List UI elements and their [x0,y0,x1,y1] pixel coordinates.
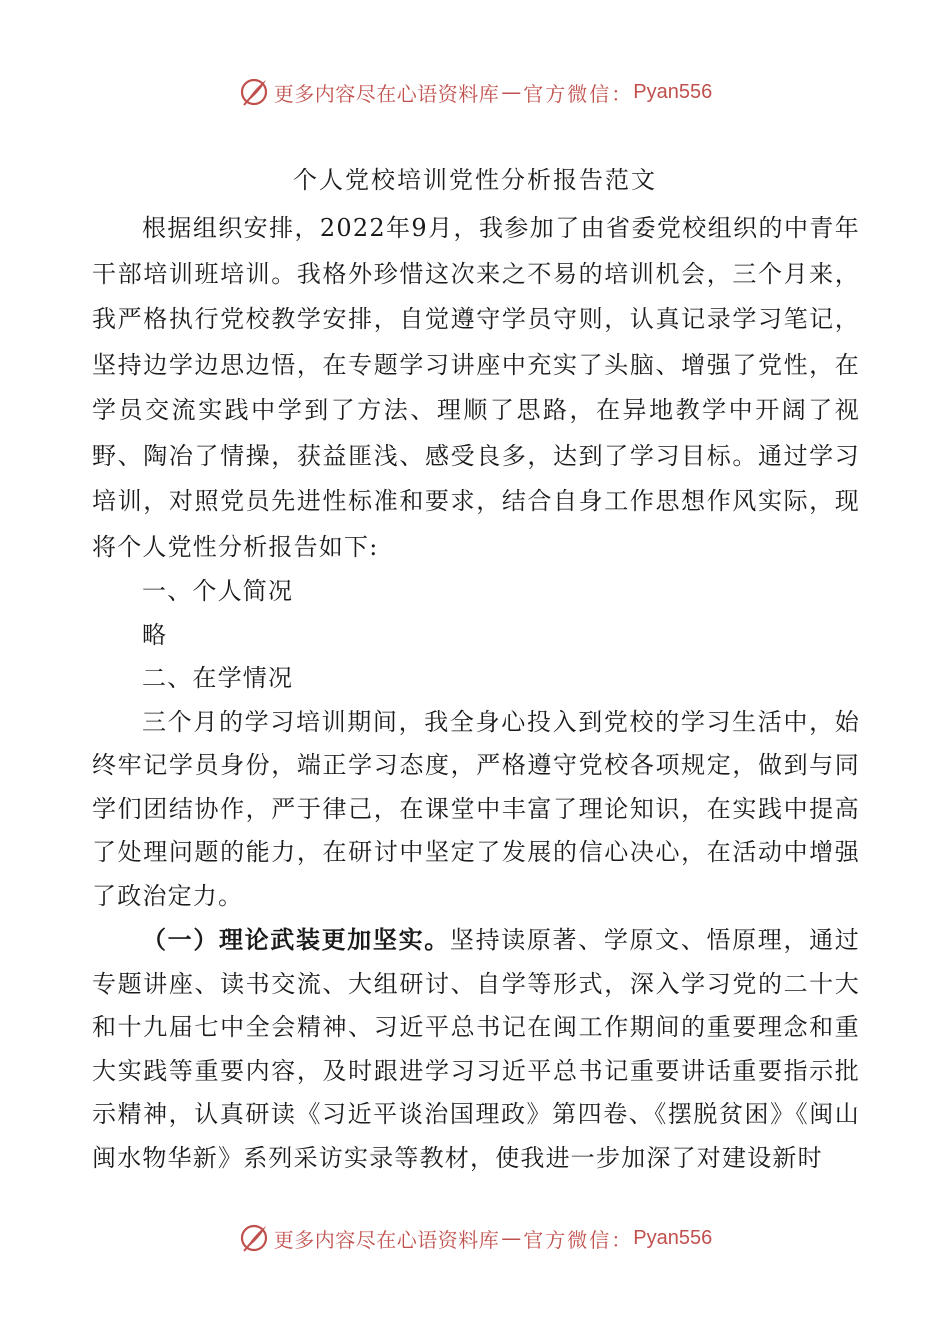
feather-pen-logo-icon [238,76,270,108]
watermark-separator: — [501,1226,522,1250]
subsection-1-body: 坚持读原著、学原文、悟原理，通过专题讲座、读书交流、大组研讨、自学等形式，深入学习党的二十大和十九届七中全会精神、习近平总书记在闽工作期间的重要理念和重大实践等重要内容，及时跟进学习习近平总书记重要讲话重要指示批示精神，认真研读《习近平谈治国理政》第四卷、《摆脱贫困》《闽山闽水物华新》系列采访实录等教材，使我进一步加深了对建设新时 [92,926,860,1172]
watermark-wechat-label: 官方微信： [523,81,634,106]
section-2-body: 三个月的学习培训期间，我全身心投入到党校的学习生活中，始终牢记学员身份，端正学习态度，严格遵守党校各项规定，做到与同学们团结协作，严于律己，在课堂中丰富了理论知识，在实践中提高了处理问题的能力，在研讨中坚定了发展的信心决心，在活动中增强了政治定力。 [92,707,860,910]
watermark-brand-text: 更多内容尽在心语资料库 [273,1227,500,1252]
watermark-footer [0,1218,950,1258]
section-1-heading: 一、个人简况 [142,577,294,605]
watermark-brand-text: 更多内容尽在心语资料库 [273,81,500,106]
watermark-wechat-id: Pyan556 [633,1226,713,1249]
watermark-wechat-label: 官方微信： [523,1227,634,1252]
watermark-separator: — [501,80,522,104]
intro-paragraph: 根据组织安排，2022年9月，我参加了由省委党校组织的中青年干部培训班培训。我格外珍惜这次来之不易的培训机会，三个月来，我严格执行党校教学安排，自觉遵守学员守则，认真记录学习笔记，坚持边学边思边悟，在专题学习讲座中充实了头脑、增强了党性，在学员交流实践中学到了方法、理顺了思路，在异地教学中开阔了视野、陶冶了情操，获益匪浅、感受良多，达到了学习目标。通过学习培训，对照党员先进性标准和要求，结合自身工作思想作风实际，现将个人党性分析报告如下: [92,214,860,561]
document-title: 个人党校培训党性分析报告范文 [293,166,657,194]
document-body [92,206,860,1180]
section-1-body: 略 [142,620,168,649]
section-2-heading: 二、在学情况 [142,664,294,692]
subsection-1-heading: （一）理论武装更加坚实。 [142,925,450,954]
feather-pen-logo-icon [238,1222,270,1254]
watermark-header [0,72,950,112]
watermark-wechat-id: Pyan556 [633,80,713,103]
subsection-1-paragraph [92,918,860,1180]
